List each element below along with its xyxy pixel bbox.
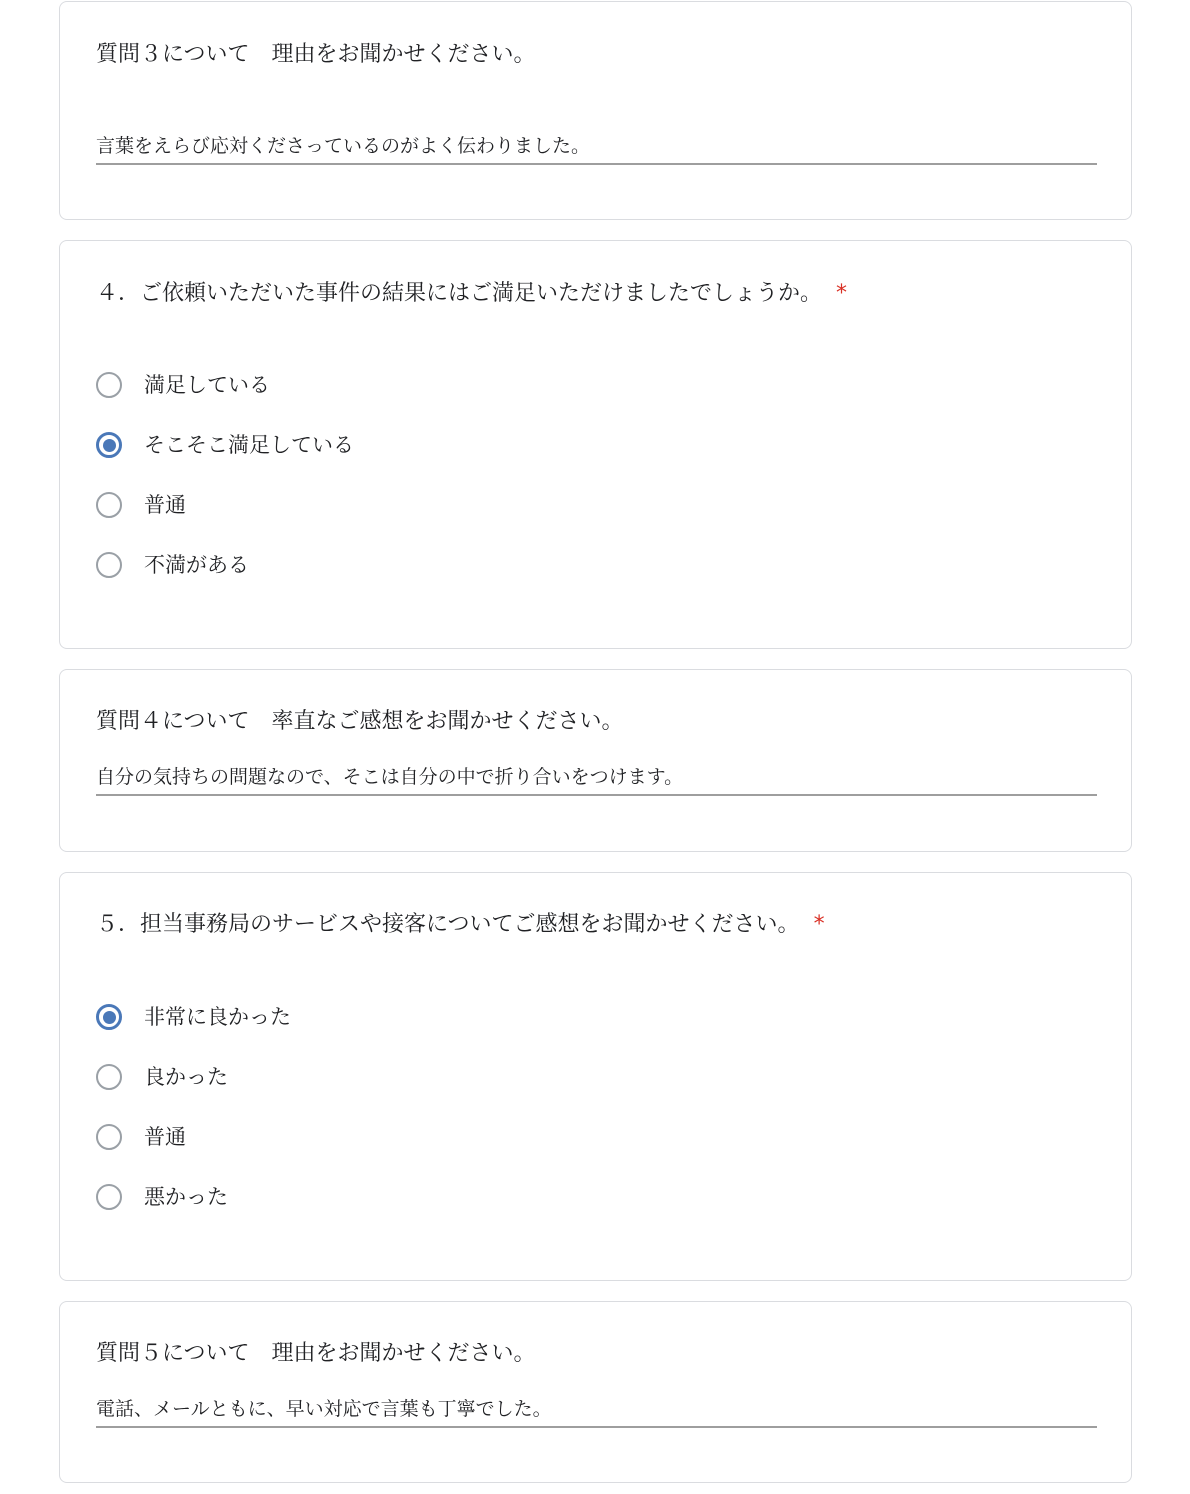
option-label: 良かった	[144, 1065, 228, 1089]
radio-button[interactable]	[96, 1124, 122, 1150]
q5-card	[59, 872, 1132, 1281]
q3-reason-answer-field[interactable]: 言葉をえらび応対くださっているのがよく伝わりました。	[96, 132, 1097, 165]
radio-button-selected[interactable]	[96, 1004, 122, 1030]
q4-option-dissatisfied[interactable]	[96, 549, 249, 581]
option-label: 普通	[144, 1125, 186, 1149]
question-title: 質問５について 理由をお聞かせください。	[96, 1341, 536, 1366]
question-text: ５．担当事務局のサービスや接客についてご感想をお聞かせください。	[96, 912, 800, 937]
q4-card	[59, 240, 1132, 649]
radio-button[interactable]	[96, 552, 122, 578]
option-label: 普通	[144, 493, 186, 517]
q5-option-neutral[interactable]	[96, 1121, 186, 1153]
radio-dot	[103, 439, 116, 452]
radio-dot	[103, 1011, 116, 1024]
q4-option-satisfied[interactable]	[96, 369, 270, 401]
radio-button[interactable]	[96, 1184, 122, 1210]
radio-button[interactable]	[96, 1064, 122, 1090]
required-asterisk: *	[813, 912, 825, 937]
radio-button-selected[interactable]	[96, 432, 122, 458]
q5-reason-card	[59, 1301, 1132, 1483]
option-label: そこそこ満足している	[144, 433, 354, 457]
question-title	[96, 910, 825, 940]
q4-impression-card	[59, 669, 1132, 852]
option-label: 非常に良かった	[144, 1005, 291, 1029]
q5-option-bad[interactable]	[96, 1181, 228, 1213]
question-title: 質問３について 理由をお聞かせください。	[96, 42, 536, 67]
radio-button[interactable]	[96, 492, 122, 518]
question-title	[96, 279, 847, 309]
question-title: 質問４について 率直なご感想をお聞かせください。	[96, 709, 624, 734]
q3-reason-card	[59, 1, 1132, 220]
option-label: 満足している	[144, 373, 270, 397]
q5-option-very-good[interactable]	[96, 1001, 291, 1033]
q4-impression-answer-field[interactable]: 自分の気持ちの問題なので、そこは自分の中で折り合いをつけます。	[96, 763, 1097, 796]
q5-option-good[interactable]	[96, 1061, 228, 1093]
option-label: 不満がある	[144, 553, 249, 577]
q5-reason-answer-field[interactable]: 電話、メールともに、早い対応で言葉も丁寧でした。	[96, 1395, 1097, 1428]
required-asterisk: *	[836, 281, 848, 306]
option-label: 悪かった	[144, 1185, 228, 1209]
q4-option-neutral[interactable]	[96, 489, 186, 521]
radio-button[interactable]	[96, 372, 122, 398]
question-text: ４．ご依頼いただいた事件の結果にはご満足いただけましたでしょうか。	[96, 281, 823, 306]
q4-option-somewhat-satisfied[interactable]	[96, 429, 354, 461]
